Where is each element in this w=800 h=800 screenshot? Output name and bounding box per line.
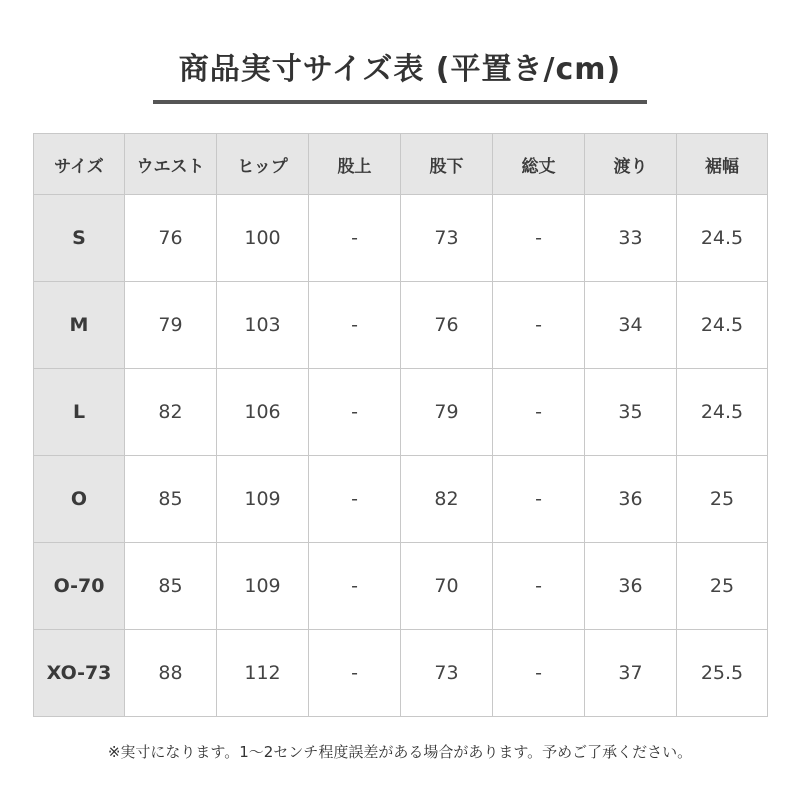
table-cell: 109	[217, 456, 309, 543]
table-cell: 24.5	[677, 282, 768, 369]
table-row	[34, 456, 768, 543]
page-title: 商品実寸サイズ表 (平置き/cm)	[178, 52, 622, 87]
table-cell: 112	[217, 630, 309, 717]
table-cell: -	[493, 543, 585, 630]
table-cell: 34	[585, 282, 677, 369]
table-cell: 76	[125, 195, 217, 282]
size-label: M	[34, 282, 125, 369]
table-cell: 36	[585, 543, 677, 630]
header-hip: ヒップ	[217, 134, 309, 195]
table-cell: 25	[677, 456, 768, 543]
table-cell: 36	[585, 456, 677, 543]
table-cell: 85	[125, 543, 217, 630]
table-cell: 106	[217, 369, 309, 456]
header-inseam: 股下	[401, 134, 493, 195]
table-cell: 73	[401, 630, 493, 717]
table-cell: 109	[217, 543, 309, 630]
table-cell: -	[493, 456, 585, 543]
table-cell: 88	[125, 630, 217, 717]
size-label: O-70	[34, 543, 125, 630]
table-cell: -	[309, 282, 401, 369]
header-size: サイズ	[34, 134, 125, 195]
table-cell: -	[309, 630, 401, 717]
size-label: L	[34, 369, 125, 456]
title-underline	[153, 100, 647, 104]
header-thigh: 渡り	[585, 134, 677, 195]
table-cell: -	[309, 369, 401, 456]
table-cell: 82	[401, 456, 493, 543]
table-cell: 73	[401, 195, 493, 282]
table-cell: 85	[125, 456, 217, 543]
table-cell: -	[309, 543, 401, 630]
table-cell: 33	[585, 195, 677, 282]
size-label: XO-73	[34, 630, 125, 717]
table-cell: 79	[125, 282, 217, 369]
header-total-length: 総丈	[493, 134, 585, 195]
table-row	[34, 282, 768, 369]
table-row	[34, 543, 768, 630]
table-row	[34, 195, 768, 282]
table-cell: 82	[125, 369, 217, 456]
disclaimer-note: ※実寸になります。1〜2センチ程度誤差がある場合があります。予めご了承ください。	[107, 743, 693, 761]
table-cell: 24.5	[677, 195, 768, 282]
table-cell: 25	[677, 543, 768, 630]
table-cell: 35	[585, 369, 677, 456]
table-cell: 100	[217, 195, 309, 282]
table-cell: 24.5	[677, 369, 768, 456]
header-waist: ウエスト	[125, 134, 217, 195]
table-cell: 76	[401, 282, 493, 369]
table-row	[34, 630, 768, 717]
header-rise: 股上	[309, 134, 401, 195]
table-cell: 37	[585, 630, 677, 717]
size-label: O	[34, 456, 125, 543]
size-label: S	[34, 195, 125, 282]
table-row	[34, 369, 768, 456]
table-cell: -	[493, 195, 585, 282]
size-table	[33, 133, 768, 717]
table-header-row	[34, 134, 768, 195]
table-cell: -	[309, 195, 401, 282]
table-cell: 25.5	[677, 630, 768, 717]
table-cell: 103	[217, 282, 309, 369]
table-cell: 79	[401, 369, 493, 456]
table-cell: -	[493, 630, 585, 717]
table-cell: -	[309, 456, 401, 543]
table-cell: -	[493, 369, 585, 456]
table-cell: 70	[401, 543, 493, 630]
table-cell: -	[493, 282, 585, 369]
header-hem-width: 裾幅	[677, 134, 768, 195]
